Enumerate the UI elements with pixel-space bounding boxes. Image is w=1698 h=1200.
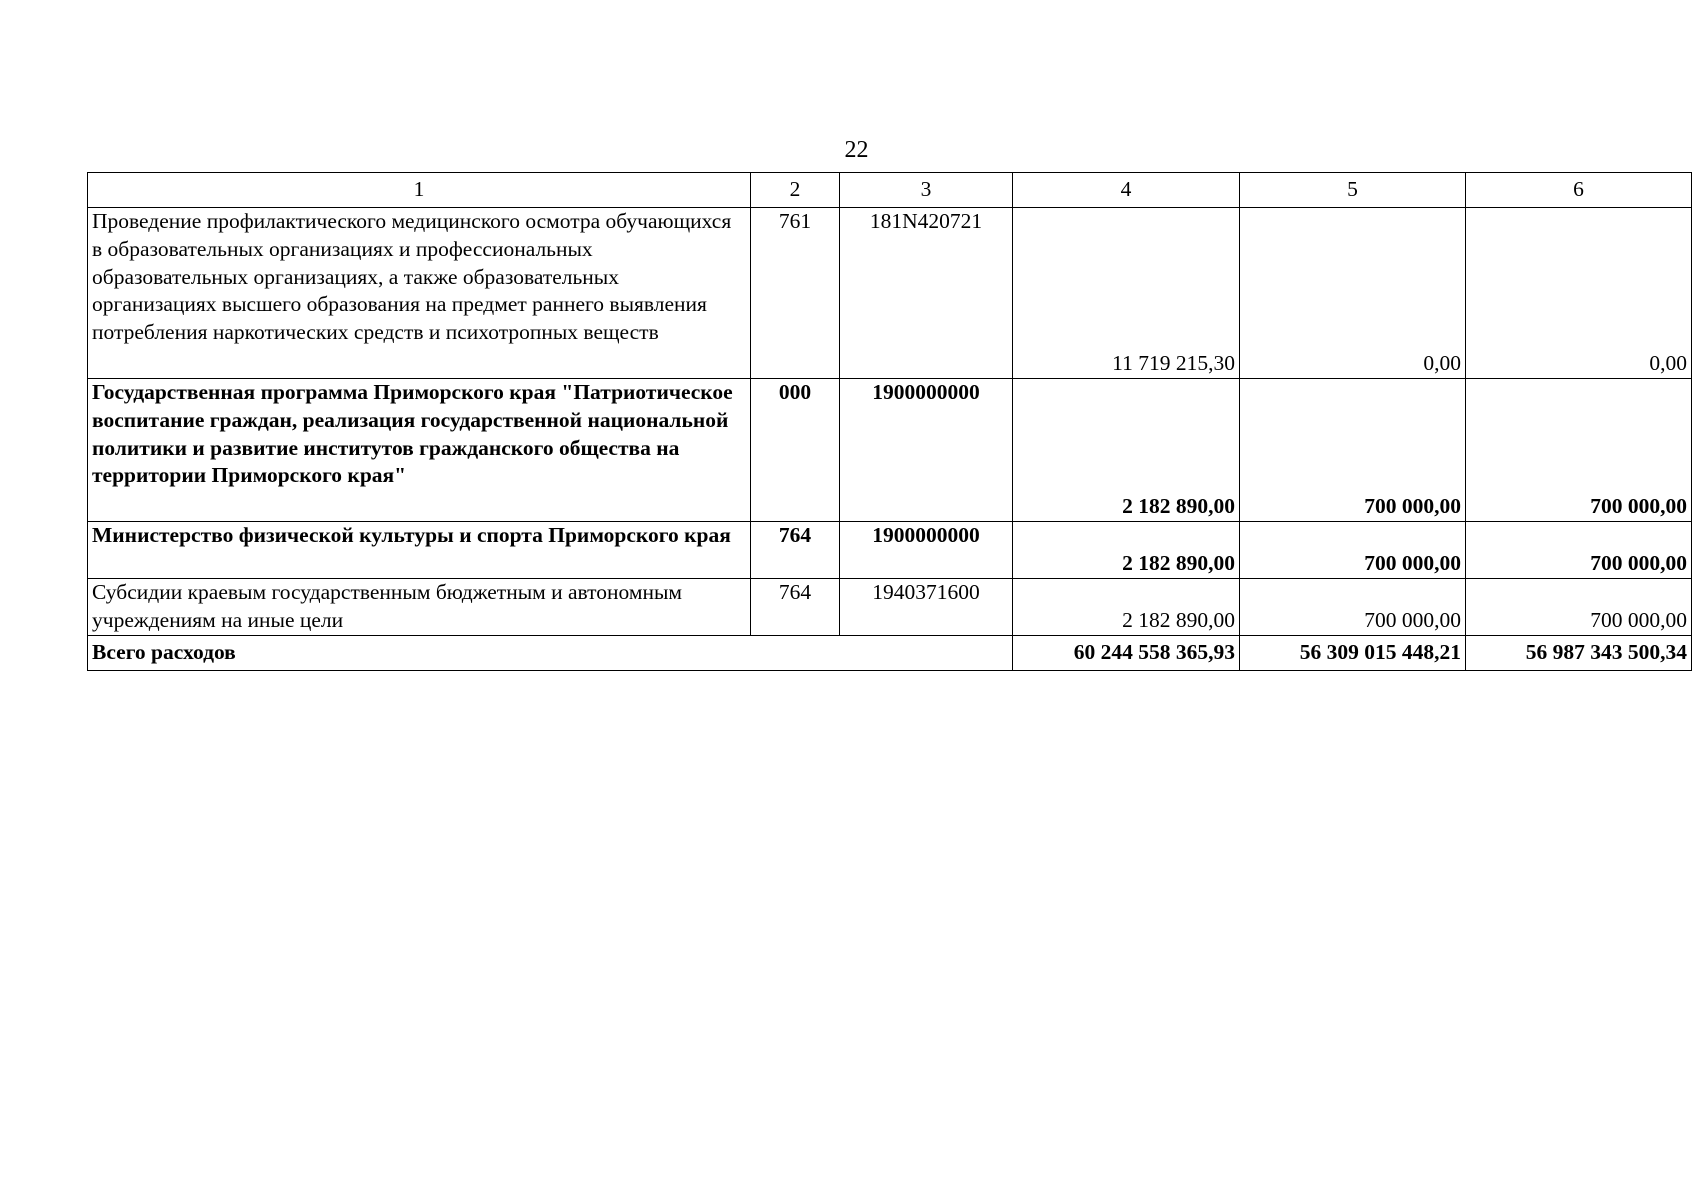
column-number: 1 [88, 173, 751, 208]
total-column-5: 56 309 015 448,21 [1240, 636, 1466, 671]
amount-column-6: 700 000,00 [1466, 579, 1692, 636]
amount-column-6: 700 000,00 [1466, 379, 1692, 522]
amount-column-5: 0,00 [1240, 208, 1466, 379]
expense-name: Государственная программа Приморского края "Патриотическое воспитание граждан, реализация государственной национальной политики и развитие институтов гражданского общества на территории Приморского края" [88, 379, 751, 522]
amount-column-5: 700 000,00 [1240, 522, 1466, 579]
column-number: 2 [751, 173, 840, 208]
table-row [88, 522, 1692, 579]
expense-name: Субсидии краевым государственным бюджетным и автономным учреждениям на иные цели [88, 579, 751, 636]
expense-name: Министерство физической культуры и спорта Приморского края [88, 522, 751, 579]
column-number: 3 [840, 173, 1013, 208]
table-row [88, 208, 1692, 379]
table-row [88, 579, 1692, 636]
grbs-code: 764 [751, 522, 840, 579]
budget-table [87, 172, 1692, 671]
target-article-code: 181N420721 [840, 208, 1013, 379]
column-number: 5 [1240, 173, 1466, 208]
target-article-code: 1900000000 [840, 379, 1013, 522]
amount-column-4: 2 182 890,00 [1013, 579, 1240, 636]
table-row [88, 379, 1692, 522]
amount-column-6: 0,00 [1466, 208, 1692, 379]
amount-column-5: 700 000,00 [1240, 579, 1466, 636]
page-number: 22 [844, 137, 869, 163]
grbs-code: 764 [751, 579, 840, 636]
amount-column-4: 2 182 890,00 [1013, 379, 1240, 522]
column-number: 6 [1466, 173, 1692, 208]
total-label: Всего расходов [88, 636, 1013, 671]
expense-name: Проведение профилактического медицинского осмотра обучающихся в образовательных организациях и профессиональных образовательных организациях, а также образовательных организациях высшего образования на предмет раннего выявления потребления наркотических средств и психотропных веществ [88, 208, 751, 379]
amount-column-6: 700 000,00 [1466, 522, 1692, 579]
amount-column-5: 700 000,00 [1240, 379, 1466, 522]
column-number-row [88, 173, 1692, 208]
grbs-code: 761 [751, 208, 840, 379]
total-column-4: 60 244 558 365,93 [1013, 636, 1240, 671]
total-row [88, 636, 1692, 671]
amount-column-4: 2 182 890,00 [1013, 522, 1240, 579]
column-number: 4 [1013, 173, 1240, 208]
amount-column-4: 11 719 215,30 [1013, 208, 1240, 379]
target-article-code: 1900000000 [840, 522, 1013, 579]
total-column-6: 56 987 343 500,34 [1466, 636, 1692, 671]
grbs-code: 000 [751, 379, 840, 522]
target-article-code: 1940371600 [840, 579, 1013, 636]
